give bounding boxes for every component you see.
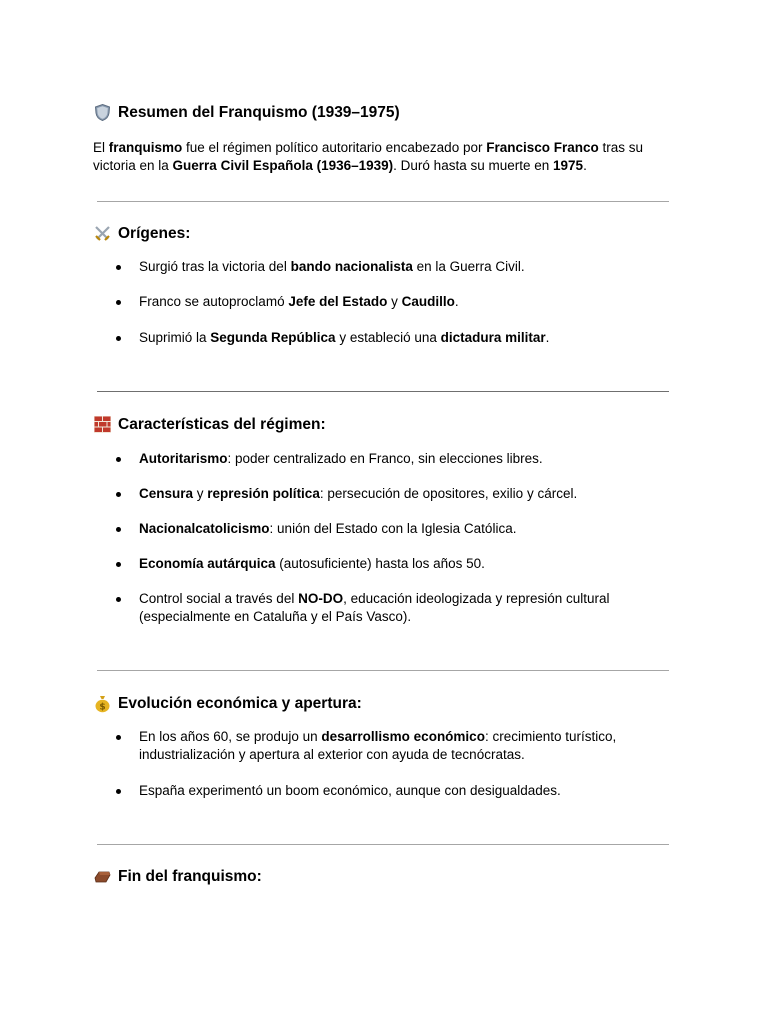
text-run: (autosuficiente) hasta los años 50. [275,556,485,571]
list-item [112,293,679,311]
list-item [112,520,679,538]
page-title-text: Resumen del Franquismo (1939–1975) [118,103,400,121]
svg-text:$: $ [99,702,106,713]
bold-text: Francisco Franco [486,140,599,155]
section-title: Orígenes: [118,224,191,242]
bullet-dot [116,789,121,794]
bold-text: Autoritarismo [139,451,228,466]
list-item [112,590,679,626]
text-run: . Duró hasta su muerte en [393,157,554,173]
section-heading-fin [93,867,262,886]
text-run: en la Guerra Civil. [412,259,525,274]
list-item-text [139,486,577,501]
bullet-dot [116,457,121,462]
bold-text: dictadura militar [440,330,546,345]
list-item-text [139,729,616,762]
list-item-text [139,451,543,466]
list-item-text [139,294,459,309]
bullet-dot [116,527,121,532]
text-run: : crecimiento turístico, industrialización y apertura al exterior con ayuda de tecnócratas. [139,729,617,762]
bullet-dot [116,597,121,602]
text-run: Surgió tras la victoria del [139,259,291,274]
text-run: fue el régimen político autoritario encabezado por [182,140,487,155]
text-run: : persecución de opositores, exilio y cárcel. [319,486,578,501]
list-item [112,329,679,347]
bullet-dot [116,336,121,341]
text-run: El [93,140,109,155]
bold-text: desarrollismo económico [321,729,485,744]
text-run: y [193,486,208,501]
bold-text: bando nacionalista [290,259,413,274]
bold-text: Segunda República [210,330,336,345]
text-run: Control social a través del [139,591,299,606]
text-run: . [545,330,550,345]
bullet-dot [116,300,121,305]
text-run: : poder centralizado en Franco, sin elecciones libres. [227,451,543,466]
text-run: Franco se autoproclamó [139,294,289,309]
bold-text: franquismo [108,140,183,155]
text-run: y estableció una [335,330,441,345]
list-item [112,555,679,573]
text-run: Suprimió la [139,330,211,345]
text-run: , educación ideologizada y represión cultural (especialmente en Cataluña y el País Vasco). [139,591,610,624]
list-item [112,258,679,276]
list-item-text [139,591,610,624]
bold-text: 1975 [553,157,584,173]
section-title: Evolución económica y apertura: [118,694,362,712]
divider [97,670,669,671]
list-item-text [139,556,485,571]
intro-paragraph [93,139,683,174]
bold-text: Economía autárquica [139,556,276,571]
text-run: tras su victoria en la [93,140,644,173]
section-heading-origenes [93,224,190,243]
bullet-dot [116,265,121,270]
bold-text: Jefe del Estado [288,294,388,309]
section-title: Características del régimen: [118,415,326,433]
list-item [112,450,679,468]
list-item-text [139,330,549,345]
list-item [112,728,679,764]
bullet-dot [116,562,121,567]
list-item [112,485,679,503]
bold-text: Nacionalcatolicismo [139,521,270,536]
money-bag-icon [93,694,112,713]
coffin-icon [93,867,112,886]
divider [97,201,669,202]
bold-text: Censura [139,486,194,501]
section-heading-caracteristicas [93,415,326,434]
text-run: España experimentó un boom económico, aunque con desigualdades. [139,783,561,798]
bullet-dot [116,492,121,497]
section-title: Fin del franquismo: [118,867,262,885]
bold-text: Caudillo [401,294,455,309]
section-heading-evolucion [93,694,362,713]
text-run: y [387,294,402,309]
text-run: . [454,294,459,309]
bullet-dot [116,735,121,740]
brick-wall-icon [93,415,112,434]
list-item-text [139,259,525,274]
divider [97,844,669,845]
text-run: En los años 60, se produjo un [139,729,322,744]
text-run: . [583,157,587,173]
divider [97,391,669,392]
list-item-text [139,521,516,536]
shield-icon [93,103,112,122]
list-item-text [139,783,561,798]
bold-text: NO-DO [298,591,344,606]
page-title [93,103,400,122]
text-run: : unión del Estado con la Iglesia Católica. [269,521,517,536]
crossed-swords-icon [93,224,112,243]
bold-text: represión política [207,486,320,501]
bold-text: Guerra Civil Española (1936–1939) [172,157,394,173]
list-item [112,782,679,800]
